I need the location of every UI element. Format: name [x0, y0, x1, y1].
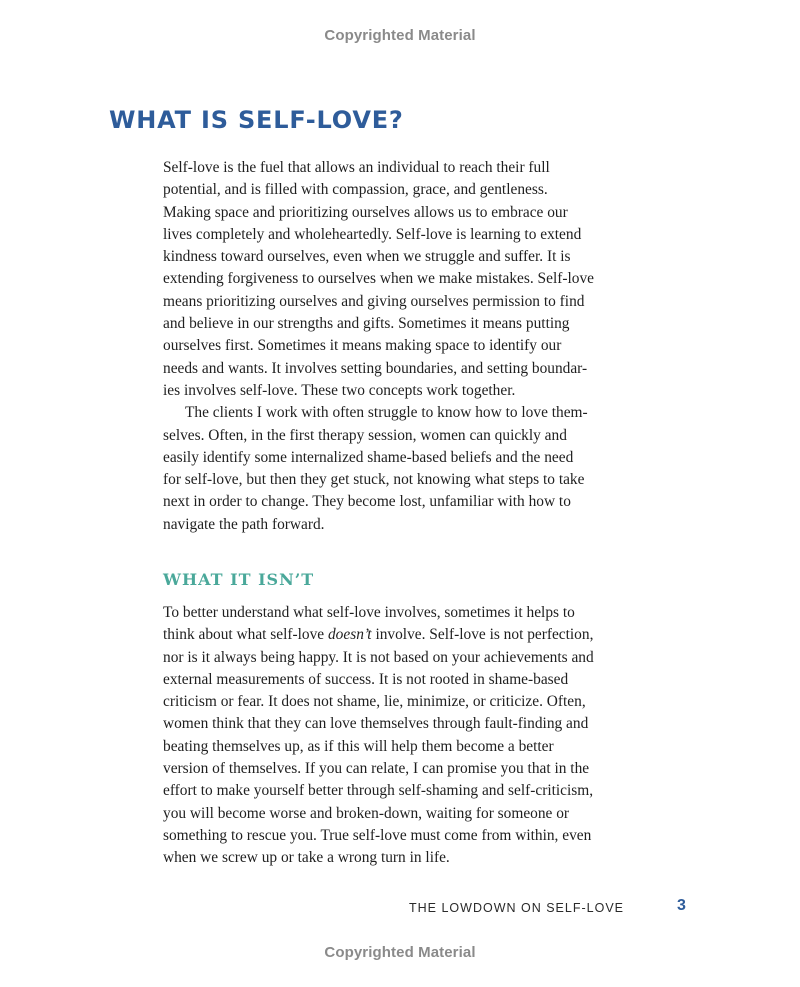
text-segment: think about what self-love [163, 626, 328, 644]
text-line: ourselves first. Sometimes it means making space to identify our [163, 337, 562, 355]
text-line: beating themselves up, as if this will help them become a better [163, 737, 554, 755]
section-heading: WHAT IS SELF-LOVE? [109, 106, 404, 134]
emphasized-word: doesn’t [327, 626, 372, 644]
text-line: potential, and is filled with compassion, grace, and gentleness. [163, 181, 548, 199]
text-line: for self-love, but then they get stuck, not knowing what steps to take [163, 471, 585, 489]
text-line: To better understand what self-love involves, sometimes it helps to [163, 604, 575, 621]
intro-paragraphs [163, 157, 635, 536]
text-line: Making space and prioritizing ourselves allows us to embrace our [163, 203, 568, 221]
text-line: external measurements of success. It is not rooted in shame-based [163, 670, 569, 688]
text-line: needs and wants. It involves setting boundaries, and setting boundar- [163, 359, 588, 377]
text-line: you will become worse and broken-down, waiting for someone or [163, 804, 570, 822]
copyright-watermark-top: Copyrighted Material [324, 27, 476, 44]
text-line: women think that they can love themselves through fault-finding and [163, 715, 589, 733]
text-line: Self-love is the fuel that allows an individual to reach their full [163, 159, 550, 176]
what-it-isnt-paragraph [163, 602, 635, 870]
running-footer-title: THE LOWDOWN ON SELF-LOVE [409, 901, 624, 915]
text-line: easily identify some internalized shame-based beliefs and the need [163, 448, 574, 466]
text-line: something to rescue you. True self-love must come from within, even [163, 826, 592, 844]
text-line: navigate the path forward. [163, 515, 325, 533]
text-line: ies involves self-love. These two concepts work together. [163, 381, 516, 399]
text-line: means prioritizing ourselves and giving ourselves permission to find [163, 292, 585, 310]
text-line [163, 624, 635, 646]
page-number: 3 [677, 897, 686, 914]
text-line: lives completely and wholeheartedly. Self-love is learning to extend [163, 225, 582, 243]
text-line: next in order to change. They become lost, unfamiliar with how to [163, 493, 571, 511]
text-line: nor is it always being happy. It is not based on your achievements and [163, 648, 594, 666]
text-line: effort to make yourself better through self-shaming and self-criticism, [163, 782, 594, 800]
subsection-heading: WHAT IT ISN’T [163, 570, 315, 589]
text-line: version of themselves. If you can relate, I can promise you that in the [163, 760, 590, 778]
text-line: when we screw up or take a wrong turn in life. [163, 849, 450, 867]
text-line: criticism or fear. It does not shame, lie, minimize, or criticize. Often, [163, 693, 586, 711]
copyright-watermark-bottom: Copyrighted Material [324, 944, 476, 961]
text-line: kindness toward ourselves, even when we struggle and suffer. It is [163, 248, 571, 266]
text-line: The clients I work with often struggle to know how to love them- [185, 404, 588, 422]
text-line: and believe in our strengths and gifts. Sometimes it means putting [163, 315, 570, 333]
text-line: selves. Often, in the first therapy session, women can quickly and [163, 426, 567, 444]
text-line: extending forgiveness to ourselves when we make mistakes. Self-love [163, 270, 594, 288]
text-segment: involve. Self-love is not perfection, [371, 626, 594, 644]
